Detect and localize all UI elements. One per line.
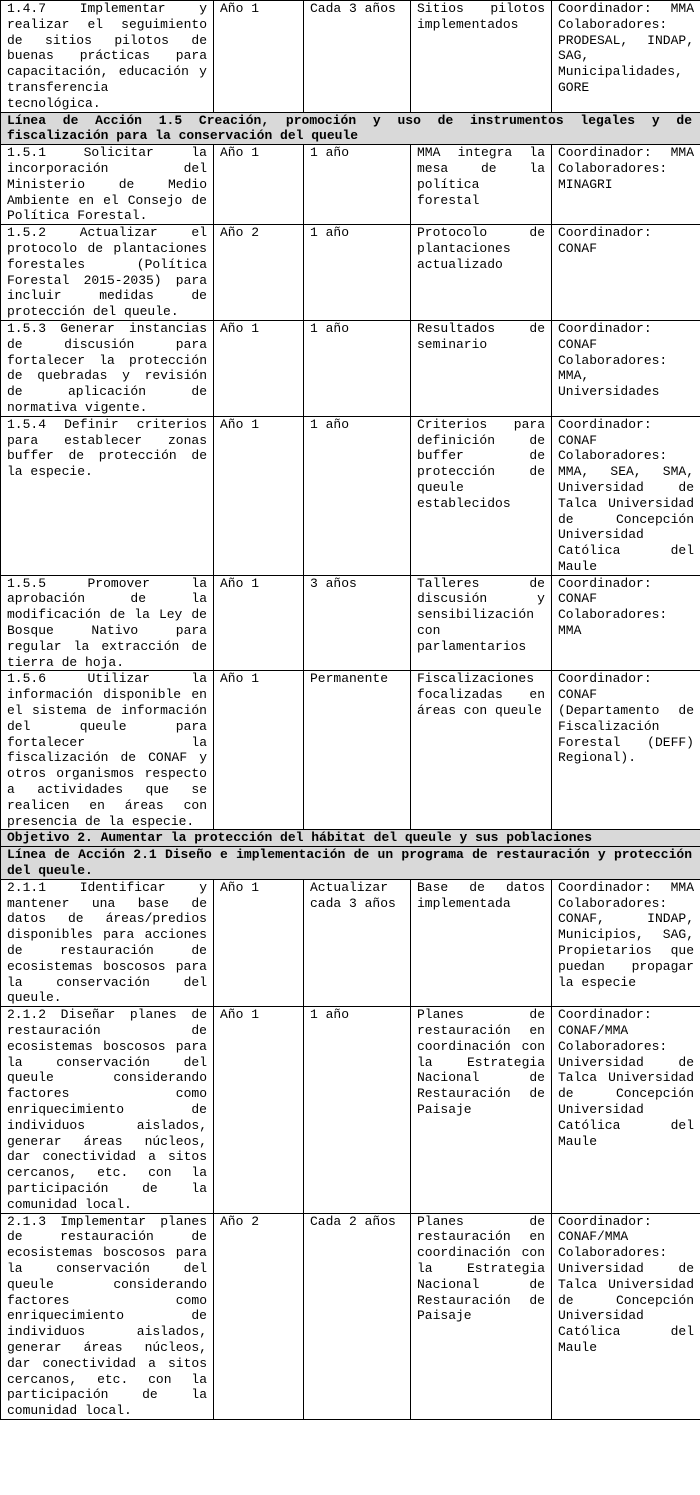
responsible-cell: Coordinador: MMA Colaboradores: PRODESAL, INDAP, SAG, Municipalidades, GORE [552,1,700,113]
responsible-cell: Coordinador: CONAF/MMA Colaboradores: Universidad de Talca Universidad de Concepción Universidad Católica del Maule [552,1213,700,1419]
start-cell: Año 1 [214,575,304,671]
table-row [1,416,700,575]
indicator-cell: MMA integra la mesa de la política forestal [411,145,552,225]
duration-cell: 1 año [304,145,411,225]
activity-cell: 1.5.3 Generar instancias de discusión para fortalecer la protección de quebradas y revisión de aplicación de normativa vigente. [1,320,214,416]
start-cell: Año 1 [214,416,304,575]
table-row [1,1213,700,1419]
duration-cell: Cada 2 años [304,1213,411,1419]
duration-cell: 1 año [304,225,411,321]
objective-heading: Objetivo 2. Aumentar la protección del hábitat del queule y sus poblaciones [1,830,700,847]
activity-cell: 1.5.6 Utilizar la información disponible en el sistema de información del queule para fortalecer la fiscalización de CONAF y otros organismos respecto a actividades que se realicen en áreas con presencia de la especie. [1,671,214,830]
duration-cell: Actualizar cada 3 años [304,879,411,1006]
indicator-cell: Fiscalizaciones focalizadas en áreas con queule [411,671,552,830]
table-row [1,575,700,671]
table-row [1,879,700,1006]
indicator-cell: Resultados de seminario [411,320,552,416]
indicator-cell: Sitios pilotos implementados [411,1,552,113]
start-cell: Año 1 [214,145,304,225]
section-heading: Línea de Acción 2.1 Diseño e implementación de un programa de restauración y protección del queule. [1,847,700,880]
start-cell: Año 1 [214,671,304,830]
responsible-cell: Coordinador: MMA Colaboradores: MINAGRI [552,145,700,225]
objective-heading-row [1,830,700,847]
activity-cell: 1.5.2 Actualizar el protocolo de plantaciones forestales (Política Forestal 2015-2035) para incluir medidas de protección del queule. [1,225,214,321]
start-cell: Año 1 [214,1007,304,1213]
start-cell: Año 1 [214,1,304,113]
indicator-cell: Planes de restauración en coordinación con la Estrategia Nacional de Restauración de Paisaje [411,1007,552,1213]
table-row [1,1,700,113]
responsible-cell: Coordinador: CONAF/MMA Colaboradores: Universidad de Talca Universidad de Concepción Universidad Católica del Maule [552,1007,700,1213]
indicator-cell: Protocolo de plantaciones actualizado [411,225,552,321]
activity-cell: 2.1.1 Identificar y mantener una base de datos de áreas/predios disponibles para acciones de restauración de ecosistemas boscosos para la conservación del queule. [1,879,214,1006]
activity-cell: 1.5.5 Promover la aprobación de la modificación de la Ley de Bosque Nativo para regular la extracción de tierra de hoja. [1,575,214,671]
duration-cell: Permanente [304,671,411,830]
activity-cell: 2.1.2 Diseñar planes de restauración de ecosistemas boscosos para la conservación del queule considerando factores como enriquecimiento de individuos aislados, generar áreas núcleos, dar conectividad a sitos cercanos, etc. con la participación de la comunidad local. [1,1007,214,1213]
duration-cell: 1 año [304,1007,411,1213]
section-heading: Línea de Acción 1.5 Creación, promoción y uso de instrumentos legales y de fiscalización para la conservación del queule [1,112,700,145]
table-row [1,671,700,830]
table-row [1,145,700,225]
responsible-cell: Coordinador: CONAF Colaboradores: MMA, Universidades [552,320,700,416]
indicator-cell: Base de datos implementada [411,879,552,1006]
duration-cell: 1 año [304,416,411,575]
table-row [1,1007,700,1213]
activity-cell: 1.4.7 Implementar y realizar el seguimiento de sitios pilotos de buenas prácticas para capacitación, educación y transferencia tecnológica. [1,1,214,113]
start-cell: Año 1 [214,879,304,1006]
table-row [1,225,700,321]
responsible-cell: Coordinador: CONAF Colaboradores: MMA, SEA, SMA, Universidad de Talca Universidad de Concepción Universidad Católica del Maule [552,416,700,575]
responsible-cell: Coordinador: CONAF (Departamento de Fiscalización Forestal (DEFF) Regional). [552,671,700,830]
indicator-cell: Criterios para definición de buffer de protección de queule establecidos [411,416,552,575]
duration-cell: 1 año [304,320,411,416]
activity-cell: 1.5.4 Definir criterios para establecer zonas buffer de protección de la especie. [1,416,214,575]
indicator-cell: Planes de restauración en coordinación con la Estrategia Nacional de Restauración de Paisaje [411,1213,552,1419]
responsible-cell: Coordinador: MMA Colaboradores: CONAF, INDAP, Municipios, SAG, Propietarios que puedan propagar la especie [552,879,700,1006]
table-row [1,320,700,416]
start-cell: Año 2 [214,1213,304,1419]
duration-cell: Cada 3 años [304,1,411,113]
start-cell: Año 2 [214,225,304,321]
start-cell: Año 1 [214,320,304,416]
activity-cell: 2.1.3 Implementar planes de restauración de ecosistemas boscosos para la conservación del queule considerando factores como enriquecimiento de individuos aislados, generar áreas núcleos, dar conectividad a sitos cercanos, etc. con la participación de la comunidad local. [1,1213,214,1419]
responsible-cell: Coordinador: CONAF Colaboradores: MMA [552,575,700,671]
duration-cell: 3 años [304,575,411,671]
section-heading-row [1,112,700,145]
section-heading-row [1,847,700,880]
activity-cell: 1.5.1 Solicitar la incorporación del Ministerio de Medio Ambiente en el Consejo de Política Forestal. [1,145,214,225]
indicator-cell: Talleres de discusión y sensibilización con parlamentarios [411,575,552,671]
responsible-cell: Coordinador: CONAF [552,225,700,321]
